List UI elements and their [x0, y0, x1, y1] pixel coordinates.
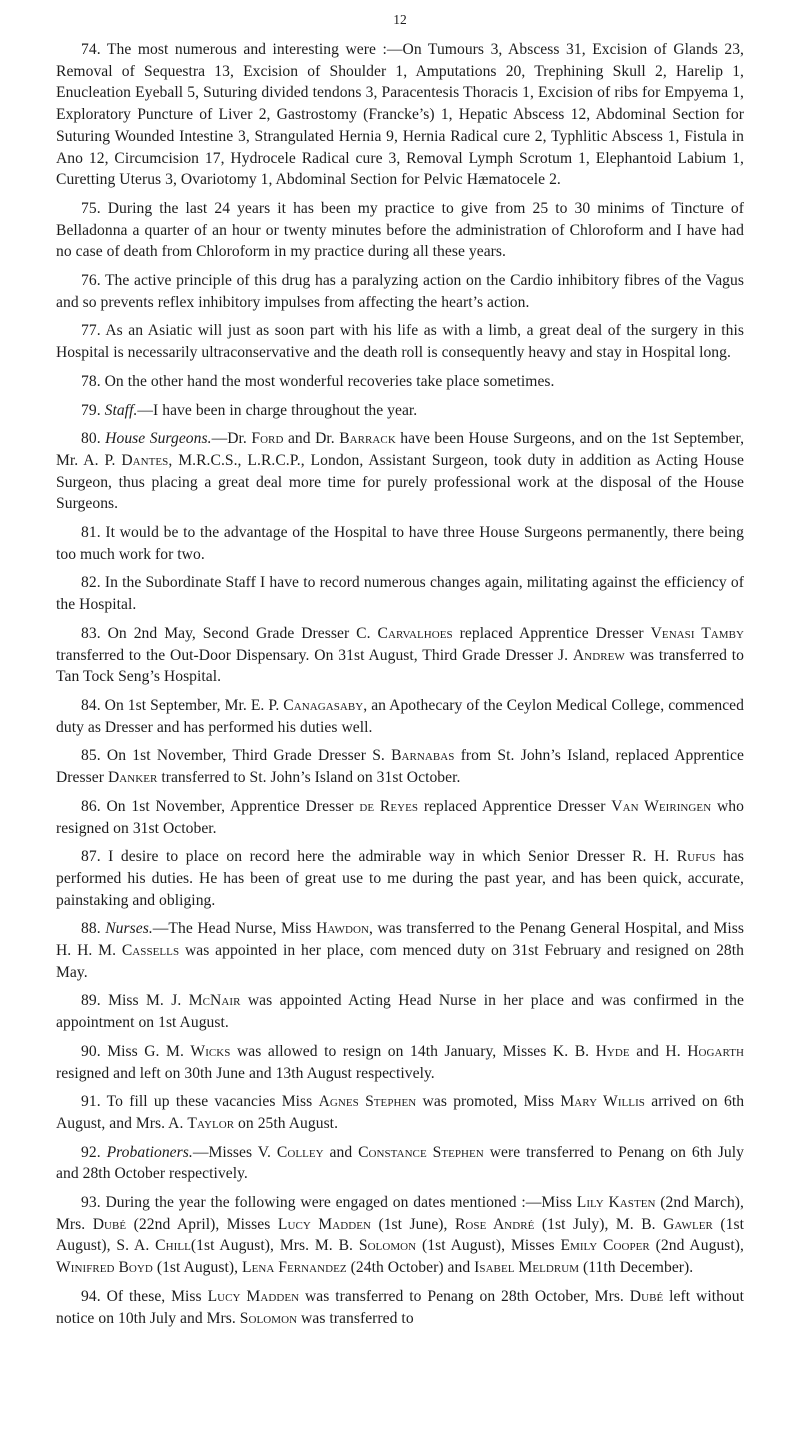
paragraph-text: In the Subordinate Staff I have to record numerous changes again, militating against the efficiency of the Hospital. [56, 574, 744, 614]
paragraph [56, 270, 744, 313]
paragraph-text: who resigned on 31st October. [56, 797, 744, 837]
person-name: de Reyes [359, 797, 419, 815]
paragraph [56, 918, 744, 983]
paragraph-text: resigned and left on 30th June and 13th August respectively. [56, 1064, 435, 1082]
person-name: Lily Kasten [576, 1194, 656, 1212]
paragraph-text: (2nd August), [649, 1237, 744, 1255]
person-name: Solomon [358, 1237, 417, 1255]
paragraph [56, 846, 744, 911]
paragraph-text: (1st August), Misses [416, 1237, 561, 1255]
person-name: Rufus [676, 848, 716, 866]
paragraph-text: Of these, Miss [106, 1287, 208, 1305]
paragraph [56, 39, 744, 191]
paragraph-text: (1st August), [152, 1259, 243, 1277]
paragraph-text: (22nd April), Misses [126, 1215, 278, 1233]
paragraph-text: On the other hand the most wonderful recoveries take place sometimes. [104, 372, 555, 390]
person-name: Mary Willis [560, 1093, 645, 1111]
paragraph [56, 198, 744, 263]
person-name: McNair [188, 992, 241, 1010]
paragraph-number: 75. [81, 199, 101, 217]
paragraph-text: were transferred to Penang on 6th July and 28th October respectively. [56, 1143, 745, 1183]
person-name: Dubé [629, 1287, 664, 1305]
paragraph [56, 1286, 744, 1329]
person-name: Barnabas [391, 747, 455, 765]
paragraph [56, 522, 744, 565]
paragraph [56, 623, 744, 688]
paragraph-text: on 25th August. [234, 1114, 339, 1132]
paragraph-number: 76. [81, 272, 101, 290]
section-heading: Staff. [104, 401, 138, 419]
paragraph-text: —The Head Nurse, Miss [152, 920, 317, 938]
paragraph-number: 83. [81, 624, 101, 642]
page-number: 12 [393, 12, 407, 27]
paragraph-number: 88. [81, 920, 101, 938]
paragraph-number: 89. [81, 992, 101, 1010]
paragraph-number: 74. [81, 41, 101, 58]
paragraph-number: 87. [81, 848, 101, 866]
paragraph-text: was allowed to resign on 14th January, Misses K. B. [230, 1042, 596, 1060]
person-name: Solomon [239, 1309, 298, 1327]
person-name: Emily Cooper [560, 1237, 650, 1255]
paragraph [56, 320, 744, 363]
paragraph-text: —I have been in charge throughout the year. [137, 401, 418, 419]
paragraph-text: was transferred to [297, 1309, 414, 1327]
paragraph-text: , was transferred to the Penang General Hospital, and Miss H. H. M. [56, 920, 745, 960]
paragraph-text: and H. [629, 1042, 688, 1060]
paragraph-text: (1st August), S. A. [56, 1215, 744, 1255]
paragraph-number: 84. [81, 696, 101, 714]
paragraph [56, 990, 744, 1033]
person-name: Lena Fernandez [242, 1259, 347, 1277]
paragraph [56, 428, 744, 515]
paragraph-text: On 1st November, Third Grade Dresser S. [106, 747, 392, 765]
person-name: Venasi Tamby [650, 624, 745, 642]
paragraph-text: On 1st September, Mr. E. P. [104, 696, 284, 714]
paragraph [56, 1041, 744, 1084]
paragraph-text: (24th October) and [346, 1259, 475, 1277]
paragraph-number: 93. [81, 1194, 101, 1212]
paragraph [56, 1091, 744, 1134]
paragraph [56, 1192, 744, 1279]
person-name: Danker [107, 769, 158, 787]
paragraph-text: During the year the following were engaged on dates mentioned :—Miss [105, 1194, 577, 1212]
person-name: Constance Stephen [358, 1143, 484, 1161]
paragraph-text: It would be to the advantage of the Hospital to have three House Surgeons permanently, there being too much work for two. [56, 524, 744, 563]
paragraph-text: The most numerous and interesting were :—On Tumours 3, Abscess 31, Excision of Glands 23, Removal of Sequestra 13, Excision of Shoulder 1, Amputations 20, Trephining Skull 2, Harelip 1, Enucleation Eyeball 5, Suturing divided tendons 3, Paracentesis Thoracis 1, Excision of ribs for Empyema 1, Exploratory Puncture of Liver 2, Gastrostomy (Francke’s) 1, Hepatic Abscess 12, Abdominal Section for Suturing Wounded Intestine 3, Strangulated Hernia 9, Hernia Radical cure 2, Typhlitic Abscess 1, Fistula in Ano 12, Circumcision 17, Hydrocele Radical cure 3, Removal Lymph Scrotum 1, Elephantoid Labium 1, Curetting Uterus 3, Ovariotomy 1, Abdominal Section for Pelvic Hæmatocele 2. [56, 41, 745, 189]
paragraph-number: 85. [81, 747, 101, 765]
paragraph-text: and [323, 1143, 359, 1161]
paragraph-text: I desire to place on record here the admirable way in which Senior Dresser R. H. [108, 848, 677, 866]
paragraph-text: Miss G. M. [107, 1042, 191, 1060]
paragraph-number: 94. [81, 1287, 101, 1305]
person-name: Winifred Boyd [56, 1259, 153, 1277]
paragraph-number: 81. [81, 524, 101, 542]
paragraph-text: left without notice on 10th July and Mrs. [56, 1287, 745, 1327]
paragraph-number: 78. [81, 372, 101, 390]
paragraph [56, 695, 744, 738]
person-name: Barrack [339, 430, 396, 448]
section-heading: House Surgeons. [105, 430, 212, 448]
person-name: Gawler [663, 1215, 713, 1233]
paragraph-text: was promoted, Miss [416, 1093, 561, 1111]
section-heading: Probationers. [106, 1143, 193, 1161]
person-name: Isabel Meldrum [474, 1259, 580, 1277]
paragraph-number: 91. [81, 1093, 101, 1111]
paragraph-number: 86. [81, 797, 101, 815]
person-name: Van Weiringen [611, 797, 712, 815]
person-name: Carvalhoes [377, 624, 453, 642]
paragraph-text: —Dr. [211, 430, 252, 448]
paragraph-text: On 1st November, Apprentice Dresser [106, 797, 360, 815]
person-name: Lucy Madden [207, 1287, 300, 1305]
person-name: Rose André [454, 1215, 535, 1233]
person-name: Colley [276, 1143, 324, 1161]
paragraph-text: (2nd March), Mrs. [56, 1194, 744, 1233]
paragraph-number: 82. [81, 574, 101, 592]
paragraph [56, 1142, 744, 1185]
paragraph-text: arrived on 6th August, and Mrs. A. [56, 1093, 745, 1132]
paragraph-text: (1st August), Mrs. M. B. [190, 1237, 359, 1255]
paragraph-number: 90. [81, 1042, 101, 1060]
paragraph-text: from St. John’s Island, replaced Apprentice Dresser [56, 747, 744, 787]
paragraph-text: As an Asiatic will just as soon part with his life as with a limb, a great deal of the surgery in this Hospital is necessarily ultraconservative and the death roll is consequently heavy and stay in Hospital long. [56, 322, 744, 362]
person-name: Canagasaby [283, 696, 364, 714]
paragraph-text: Miss M. J. [108, 992, 189, 1010]
paragraph-text: was appointed in her place, com menced duty on 31st February and resigned on 28th May. [56, 942, 744, 981]
paragraph-text: was transferred to Penang on 28th October, Mrs. [299, 1287, 630, 1305]
person-name: Lucy Madden [277, 1215, 371, 1233]
paragraph-text: (1st June), [370, 1215, 455, 1233]
paragraph-text: To fill up these vacancies Miss [106, 1093, 319, 1111]
paragraph-number: 92. [81, 1143, 101, 1161]
person-name: Dantes [121, 451, 169, 469]
paragraph [56, 796, 744, 839]
paragraph-text: , M.R.C.S., L.R.C.P., London, Assistant Surgeon, took duty in addition as Acting House Surgeon, thus placing a great deal more time for purely professional work at the disposal of the House Surgeons. [56, 451, 744, 513]
person-name: Andrew [572, 646, 625, 664]
paragraph-text: The active principle of this drug has a paralyzing action on the Cardio inhibitory fibres of the Vagus and so prevents reflex inhibitory impulses from affecting the heart’s action. [56, 272, 744, 311]
person-name: Hyde [595, 1042, 630, 1060]
paragraph-text: replaced Apprentice Dresser [418, 797, 612, 815]
paragraph-number: 77. [81, 322, 101, 340]
section-heading: Nurses. [105, 920, 153, 938]
person-name: Hawdon [316, 920, 369, 938]
paragraph [56, 745, 744, 788]
person-name: Cassells [121, 942, 180, 960]
paragraph-text: has performed his duties. He has been of great use to me during the past year, and has been quick, accurate, painstaking and obliging. [56, 848, 744, 909]
person-name: Wicks [190, 1042, 231, 1060]
paragraph-text: replaced Apprentice Dresser [452, 624, 651, 642]
paragraph-text: and Dr. [283, 430, 340, 448]
paragraph-text: —Misses V. [192, 1143, 277, 1161]
paragraph-number: 79. [81, 401, 101, 419]
paragraph-text: transferred to the Out-Door Dispensary. On 31st August, Third Grade Dresser J. [56, 646, 573, 664]
paragraph [56, 371, 744, 393]
paragraph-text: was transferred to Tan Tock Seng’s Hospital. [56, 646, 744, 686]
paragraph [56, 400, 744, 422]
person-name: Ford [251, 430, 284, 448]
paragraph-text: , an Apothecary of the Ceylon Medical College, commenced duty as Dresser and has performed his duties well. [56, 696, 744, 736]
paragraph [56, 572, 744, 615]
paragraph-number: 80. [81, 430, 101, 448]
paragraph-text: On 2nd May, Second Grade Dresser C. [107, 624, 378, 642]
person-name: Hogarth [687, 1042, 744, 1060]
person-name: Agnes Stephen [318, 1093, 417, 1111]
person-name: Chill [155, 1237, 191, 1255]
paragraph-text: was appointed Acting Head Nurse in her place and was confirmed in the appointment on 1st August. [56, 992, 744, 1032]
person-name: Dubé [92, 1215, 127, 1233]
paragraph-text: During the last 24 years it has been my practice to give from 25 to 30 minims of Tincture of Belladonna a quarter of an hour or twenty minutes before the administration of Chloroform and I have had no case of death from Chloroform in my practice during all these years. [56, 199, 745, 261]
person-name: Taylor [187, 1114, 235, 1132]
paragraph-text: (11th December). [579, 1259, 694, 1277]
body-text [56, 39, 744, 1329]
paragraph-text: transferred to St. John’s Island on 31st October. [157, 769, 461, 787]
paragraph-text: have been House Surgeons, and on the 1st September, Mr. A. P. [56, 430, 745, 469]
paragraph-text: (1st July), M. B. [534, 1215, 664, 1233]
